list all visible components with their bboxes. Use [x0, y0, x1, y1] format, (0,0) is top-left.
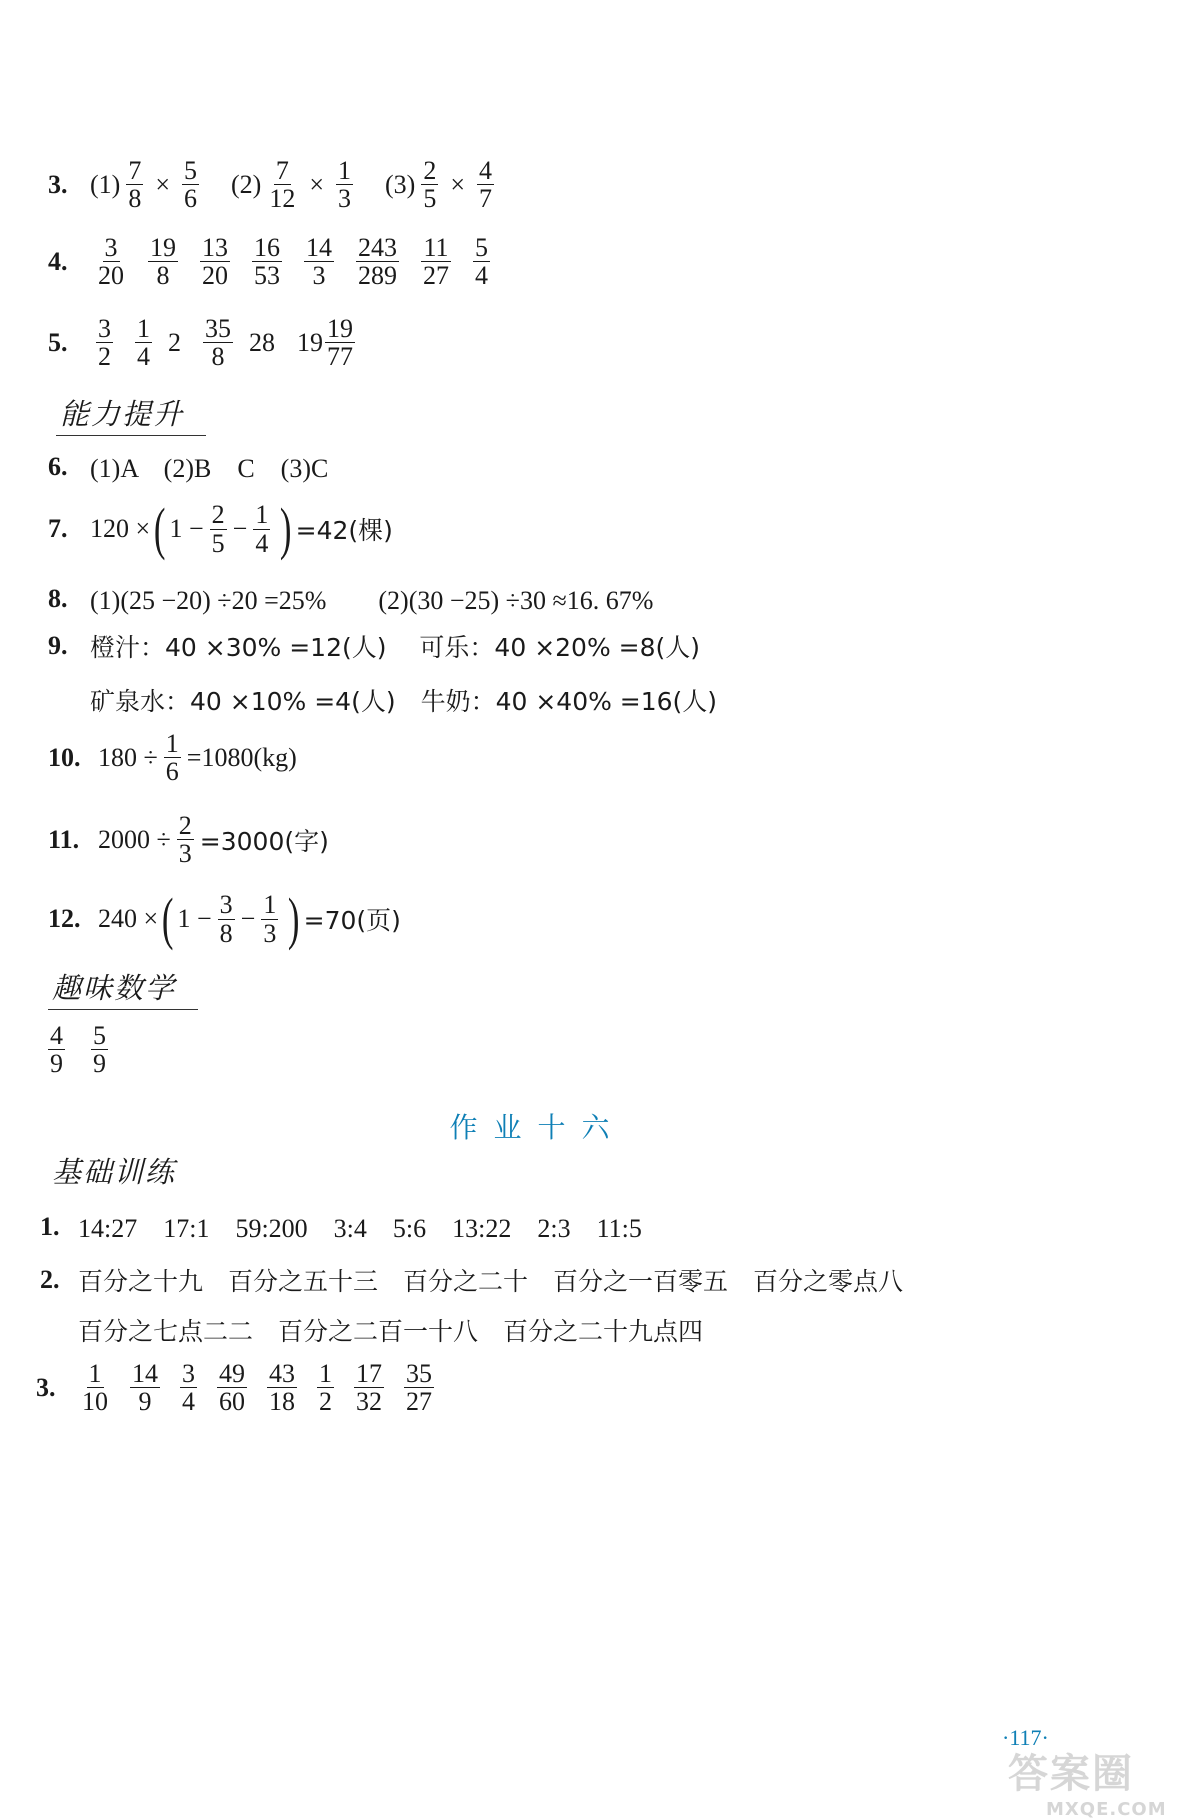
- fraction: $\frac{3}{2}$: [98, 314, 111, 372]
- expr-text: 240 ×: [98, 904, 159, 933]
- question-number: 9.: [48, 631, 68, 660]
- right-paren: ): [280, 496, 292, 561]
- fraction: $\frac{2}{5}$: [423, 156, 437, 214]
- part-label: (1): [90, 169, 121, 199]
- answer-text: 百分之七点二二 百分之二百一十八 百分之二十九点四: [78, 1317, 704, 1346]
- section-heading-basic-training: 基础训练: [52, 1155, 177, 1189]
- expr-text: 1 −: [169, 514, 204, 543]
- fraction: $\frac{17}{32}$: [356, 1359, 382, 1417]
- fraction: $\frac{14}{9}$: [132, 1359, 158, 1417]
- expr-result: =1080(kg): [186, 742, 297, 772]
- times-sign: ×: [450, 169, 465, 199]
- fraction: $\frac{2}{5}$: [211, 500, 225, 558]
- fraction: $\frac{1}{4}$: [137, 314, 150, 372]
- question-number: 8.: [48, 583, 68, 613]
- section-heading-fun-math: 趣味数学: [48, 966, 198, 1010]
- fraction: $\frac{7}{12}$: [269, 156, 296, 214]
- fraction: $\frac{43}{18}$: [269, 1359, 295, 1417]
- watermark-logo: [1008, 1742, 1167, 1820]
- minus-sign: −: [232, 514, 248, 543]
- answer-12: [48, 886, 401, 951]
- answer-7: [48, 496, 393, 561]
- fraction: $\frac{2}{3}$: [178, 811, 192, 869]
- answer-text: (1)A (2)B C (3)C: [90, 454, 329, 483]
- question-number: 3.: [36, 1372, 56, 1402]
- expr-text: 180 ÷: [98, 742, 158, 772]
- fraction: $\frac{13}{20}$: [202, 233, 228, 291]
- expr-result: =70(页): [303, 906, 401, 935]
- expr-text: 120 ×: [90, 514, 151, 543]
- fraction: $\frac{1}{10}$: [82, 1359, 108, 1417]
- fraction: $\frac{49}{60}$: [219, 1359, 245, 1417]
- answer-text: 矿泉水：40 ×10% =4(人) 牛奶：40 ×40% =16(人): [90, 687, 718, 716]
- value-text: 2: [168, 327, 181, 357]
- watermark-url: MXQE.COM: [1046, 1799, 1167, 1820]
- answer-3: [48, 157, 500, 213]
- fraction: $\frac{14}{3}$: [306, 233, 332, 291]
- basic-answer-1: [40, 1208, 642, 1245]
- answer-text: 14:27 17:1 59:200 3:4 5:6 13:22 2:3 11:5: [78, 1214, 642, 1243]
- fraction: $\frac{7}{8}$: [128, 156, 142, 214]
- value-text: 19: [297, 327, 323, 357]
- fraction: $\frac{1}{3}$: [263, 890, 277, 948]
- fraction: $\frac{11}{27}$: [423, 233, 449, 291]
- left-paren: (: [154, 496, 166, 561]
- fraction: $\frac{5}{6}$: [184, 156, 197, 214]
- fraction: $\frac{1}{6}$: [165, 729, 179, 787]
- fraction: $\frac{3}{4}$: [182, 1359, 195, 1417]
- question-number: 10.: [48, 742, 81, 772]
- basic-answer-2-line2: [78, 1312, 703, 1348]
- expr-text: 2000 ÷: [98, 824, 171, 854]
- fraction: $\frac{5}{4}$: [475, 233, 488, 291]
- times-sign: ×: [155, 169, 170, 199]
- answer-11: [48, 812, 329, 868]
- fraction: $\frac{3}{8}$: [219, 890, 233, 948]
- expr-result: =3000(字): [199, 826, 329, 856]
- answer-5: [48, 315, 361, 371]
- question-number: 6.: [48, 451, 68, 481]
- fraction: $\frac{19}{77}$: [327, 314, 353, 372]
- fun-math-answer: [42, 1022, 114, 1078]
- answer-text: 橙汁：40 ×30% =12(人) 可乐：40 ×20% =8(人): [90, 633, 701, 662]
- right-paren: ): [288, 886, 300, 951]
- answer-6: [48, 448, 328, 485]
- homework-title: 作业十六: [449, 1111, 626, 1144]
- times-sign: ×: [309, 169, 324, 199]
- fraction: $\frac{35}{27}$: [406, 1359, 432, 1417]
- fraction: $\frac{1}{3}$: [338, 156, 351, 214]
- answer-9-line2: [90, 682, 717, 718]
- minus-sign: −: [240, 904, 256, 933]
- question-number: 1.: [40, 1211, 60, 1241]
- part-label: (3): [385, 169, 416, 199]
- left-paren: (: [162, 886, 174, 951]
- answer-8: [48, 580, 653, 617]
- fraction: $\frac{4}{9}$: [50, 1021, 63, 1079]
- answer-text: (1)(25 −20) ÷20 =25% (2)(30 −25) ÷30 ≈16. 67%: [90, 586, 654, 615]
- question-number: 2.: [40, 1265, 60, 1294]
- question-number: 5.: [48, 327, 68, 357]
- expr-text: 1 −: [177, 904, 212, 933]
- fraction: $\frac{35}{8}$: [205, 314, 231, 372]
- basic-answer-2-line1: [40, 1262, 903, 1298]
- watermark-text: 答案圈: [1008, 1751, 1134, 1797]
- fraction: $\frac{16}{53}$: [254, 233, 280, 291]
- answer-9-line1: [48, 628, 700, 664]
- question-number: 11.: [48, 824, 80, 854]
- fraction: $\frac{1}{4}$: [255, 500, 269, 558]
- fraction: $\frac{3}{20}$: [98, 233, 124, 291]
- fraction: $\frac{5}{9}$: [93, 1021, 106, 1079]
- basic-answer-3: [36, 1360, 440, 1416]
- section-heading-ability: 能力提升: [56, 392, 206, 436]
- fraction: $\frac{19}{8}$: [150, 233, 176, 291]
- question-number: 3.: [48, 169, 68, 199]
- answer-10: [48, 730, 297, 786]
- question-number: 7.: [48, 514, 68, 543]
- page-number: ·117·: [1002, 1725, 1049, 1750]
- value-text: 28: [249, 327, 275, 357]
- fraction: $\frac{4}{7}$: [479, 156, 492, 214]
- part-label: (2): [231, 169, 262, 199]
- expr-result: =42(棵): [295, 516, 393, 545]
- answer-4: [48, 234, 496, 290]
- fraction: $\frac{1}{2}$: [319, 1359, 332, 1417]
- question-number: 12.: [48, 904, 81, 933]
- fraction: $\frac{243}{289}$: [358, 233, 397, 291]
- answer-text: 百分之十九 百分之五十三 百分之二十 百分之一百零五 百分之零点八: [78, 1267, 904, 1296]
- question-number: 4.: [48, 246, 68, 276]
